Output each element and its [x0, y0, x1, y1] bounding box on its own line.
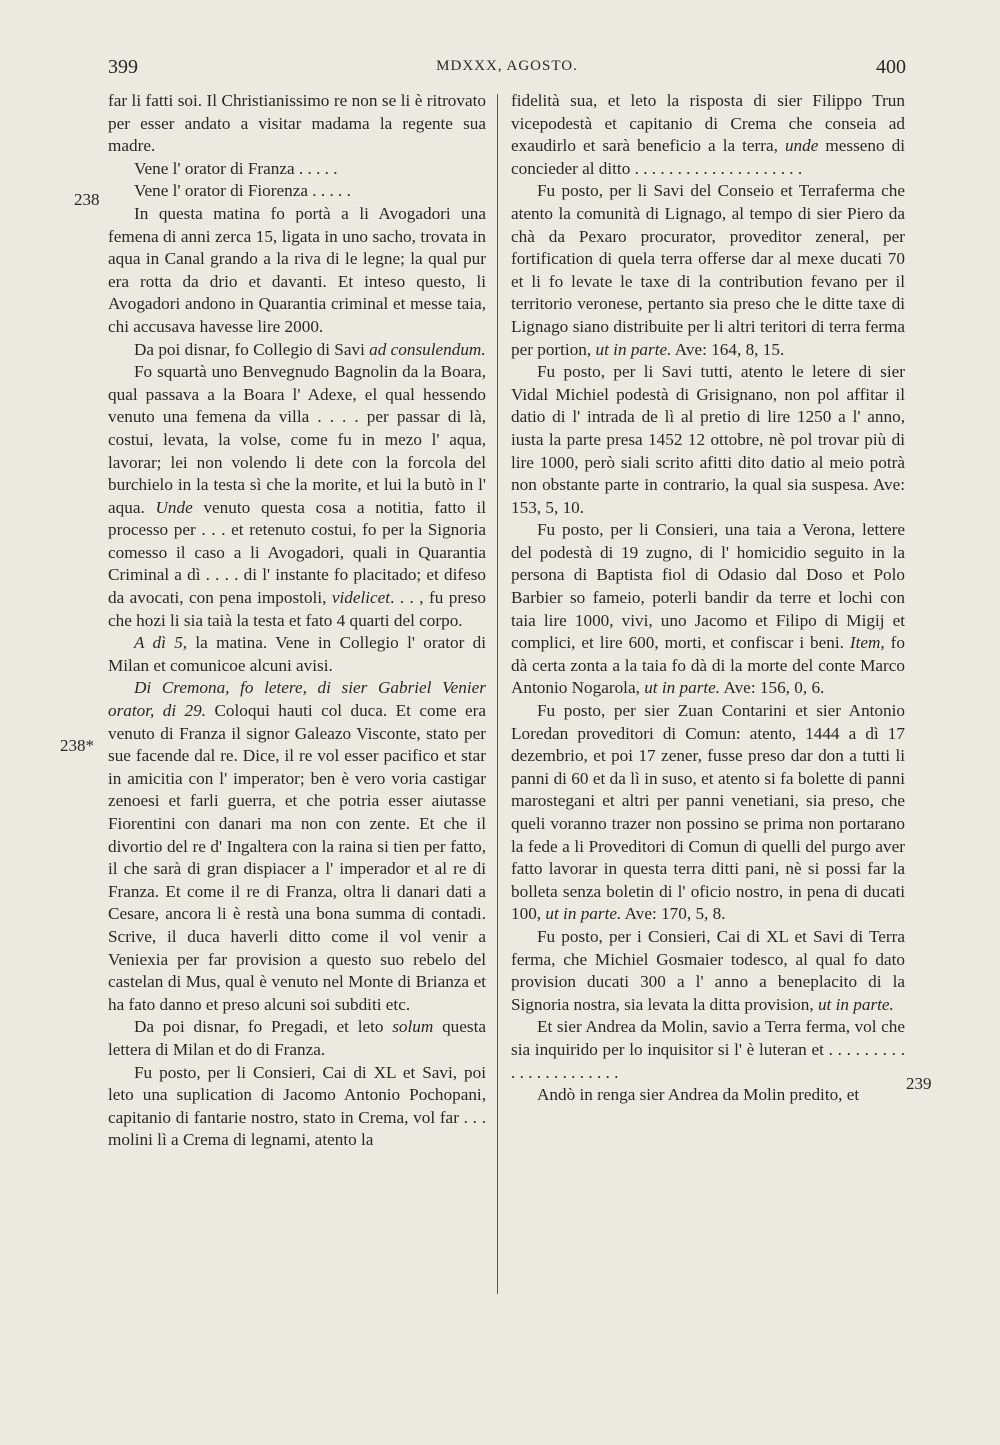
column-divider	[497, 94, 498, 1294]
paragraph: A dì 5, la matina. Vene in Collegio l' orator di Milan et comunicoe alcuni avisi.	[108, 633, 486, 675]
paragraph: far li fatti soi. Il Christianissimo re non se li è ritrovato per esser andato a visitar madama la regente sua madre.	[108, 91, 486, 156]
margin-number-238-star: 238*	[60, 736, 94, 755]
margin-number-239: 239	[906, 1074, 932, 1093]
page-number-right: 400	[876, 56, 906, 78]
paragraph: Da poi disnar, fo Collegio di Savi ad consulendum.	[134, 339, 486, 359]
paragraph: Fu posto, per i Consieri, Cai di XL et Savi di Terra ferma, che Michiel Gosmaier todesco, al qual fo dato provision ducati 300 a l' anno a beneplacito di la Signoria nostra, sia levata la ditta provision, ut in parte.	[511, 926, 905, 1014]
paragraph: Vene l' orator di Fiorenza . . . . .	[134, 181, 351, 201]
running-title: MDXXX, AGOSTO.	[436, 58, 578, 74]
page-header	[108, 56, 906, 86]
margin-number-238: 238	[74, 190, 100, 209]
paragraph: fidelità sua, et leto la risposta di sier Filippo Trun vicepodestà et capitanio di Crema che conseia ad exaudirlo et sarà beneficio a la terra, unde messeno di concieder al ditto . . . . . . . . . . . . . . . . . . . .	[511, 91, 905, 178]
page-number-left: 399	[108, 56, 138, 78]
right-column	[511, 90, 905, 1107]
paragraph: Andò in renga sier Andrea da Molin predito, et	[537, 1085, 860, 1105]
paragraph: Fo squartà uno Benvegnudo Bagnolin da la Boara, qual passava a la Boara l' Adexe, el qual hessendo venuto una femena da villa . . . . per passar di là, costui, levata, la volse, come fu in mezo l' aqua, lavorar; lei non volendo li dete con la forcola del burchielo in la testa sì che la morite, et lui la butò in l' aqua. Unde venuto questa cosa a notitia, fatto il processo per . . . et retenuto costui, fo per la Signoria comesso il caso a li Avogadori, quali in Quarantia Criminal a dì . . . . di l' instante fo placitado; et difeso da avocati, con pena impostoli, videlicet. . . , fu preso che hozi li sia taià la testa et fato 4 quarti del corpo.	[108, 362, 486, 630]
left-column	[108, 90, 486, 1152]
paragraph: Di Cremona, fo letere, di sier Gabriel Venier orator, di 29. Coloqui hauti col duca. Et come era venuto di Franza il signor Galeazo Visconte, stato per sue facende dal re. Dice, il re vol esser pacifico et star in amicitia con l' imperator; ben è vero voria castigar zenoesi et farli guerra, et che potria esser aiutasse Fiorentini con danari ma non con zente. Et che il divortio del re d' Ingaltera con la raina si tien per fatto, il che sarà di gran dispiacer a l' imperador et al re di Franza. Et come il re di Franza, oltra li danari dati a Cesare, ancora li è restà una bona summa di contadi. Scrive, il duca haverli ditto come il vol venir a Veniexia per far provision a questo suo rebelo del castelan di Mus, qual è venuto nel Monte di Brianza et ha fato danno et preso alcuni soi subditi etc.	[108, 678, 486, 1014]
paragraph: Da poi disnar, fo Pregadi, et leto solum questa lettera di Milan et do di Franza.	[108, 1017, 486, 1059]
paragraph: Fu posto, per li Savi tutti, atento le letere di sier Vidal Michiel podestà di Grisignano, non pol affitar il datio di l' intrada de lì al pretio di lire 1250 a l' anno, iusta la parte presa 1452 12 ottobre, nè pol trovar più di lire 1000, però siali scrito afitti dito datio al meio potrà non obstante parte in contrario, la qual sia suspesa. Ave: 153, 5, 10.	[511, 362, 905, 517]
paragraph: In questa matina fo portà a li Avogadori una femena di anni zerca 15, ligata in uno sacho, trovata in aqua in Canal grando a la riva di le legne; la qual pur era rotta da drio et davanti. Et inteso questo, li Avogadori andono in Quarantia criminal et messe taia, chi accusava havesse lire 2000.	[108, 203, 486, 336]
paragraph: Fu posto, per li Consieri, una taia a Verona, lettere del podestà di 19 zugno, di l' homicidio seguito in la persona di Baptista fiol di Odasio dal Doso et Polo Barbier so fameio, poterli bandir da terre et lochi con taia lire 1000, vivi, uno Jacomo et Filipo di Migij et complici, et lire 600, morti, et confiscar i beni. Item, fo dà certa zonta a la taia fo dà di la morte del conte Marco Antonio Nogarola, ut in parte. Ave: 156, 0, 6.	[511, 520, 905, 698]
paragraph: Fu posto, per li Consieri, Cai di XL et Savi, poi leto una suplication di Jacomo Antonio Pochopani, capitanio di fantarie nostro, stato in Crema, vol far . . . molini lì a Crema di legnami, atento la	[108, 1062, 486, 1150]
paragraph: Fu posto, per li Savi del Conseio et Terraferma che atento la comunità di Lignago, al tempo di sier Piero da chà da Pexaro procurator, proveditor zeneral, per fortification di quela terra offerse dar al mexe ducati 70 et li fo levate le taxe di la contribution fevano per il territorio veronese, pertanto sia preso che le ditte taxe di Lignago siano distribuite per li altri teritori di terra ferma per portion, ut in parte. Ave: 164, 8, 15.	[511, 181, 905, 359]
paragraph: Et sier Andrea da Molin, savio a Terra ferma, vol che sia inquirido per lo inquisitor si l' è luteran et . . . . . . . . . . . . . . . . . . . . . .	[511, 1017, 905, 1082]
paragraph: Vene l' orator di Franza . . . . .	[134, 158, 338, 178]
paragraph: Fu posto, per sier Zuan Contarini et sier Antonio Loredan proveditori di Comun: atento, 1444 a dì 17 dezembrio, et poi 17 zener, fusse preso dar don a tutti li panni di 60 et da lì in suso, et atento si fa bolette di panni marostegani et altri per panni venetiani, sia preso, che queli voranno trazer non possino se prima non portarano la fede a li Proveditori di Comun di quelli del purgo aver fatto lavorar in questa terra ditti pani, nè si possi far la bolleta senza boletin di l' oficio nostro, in pena di ducati 100, ut in parte. Ave: 170, 5, 8.	[511, 701, 905, 924]
